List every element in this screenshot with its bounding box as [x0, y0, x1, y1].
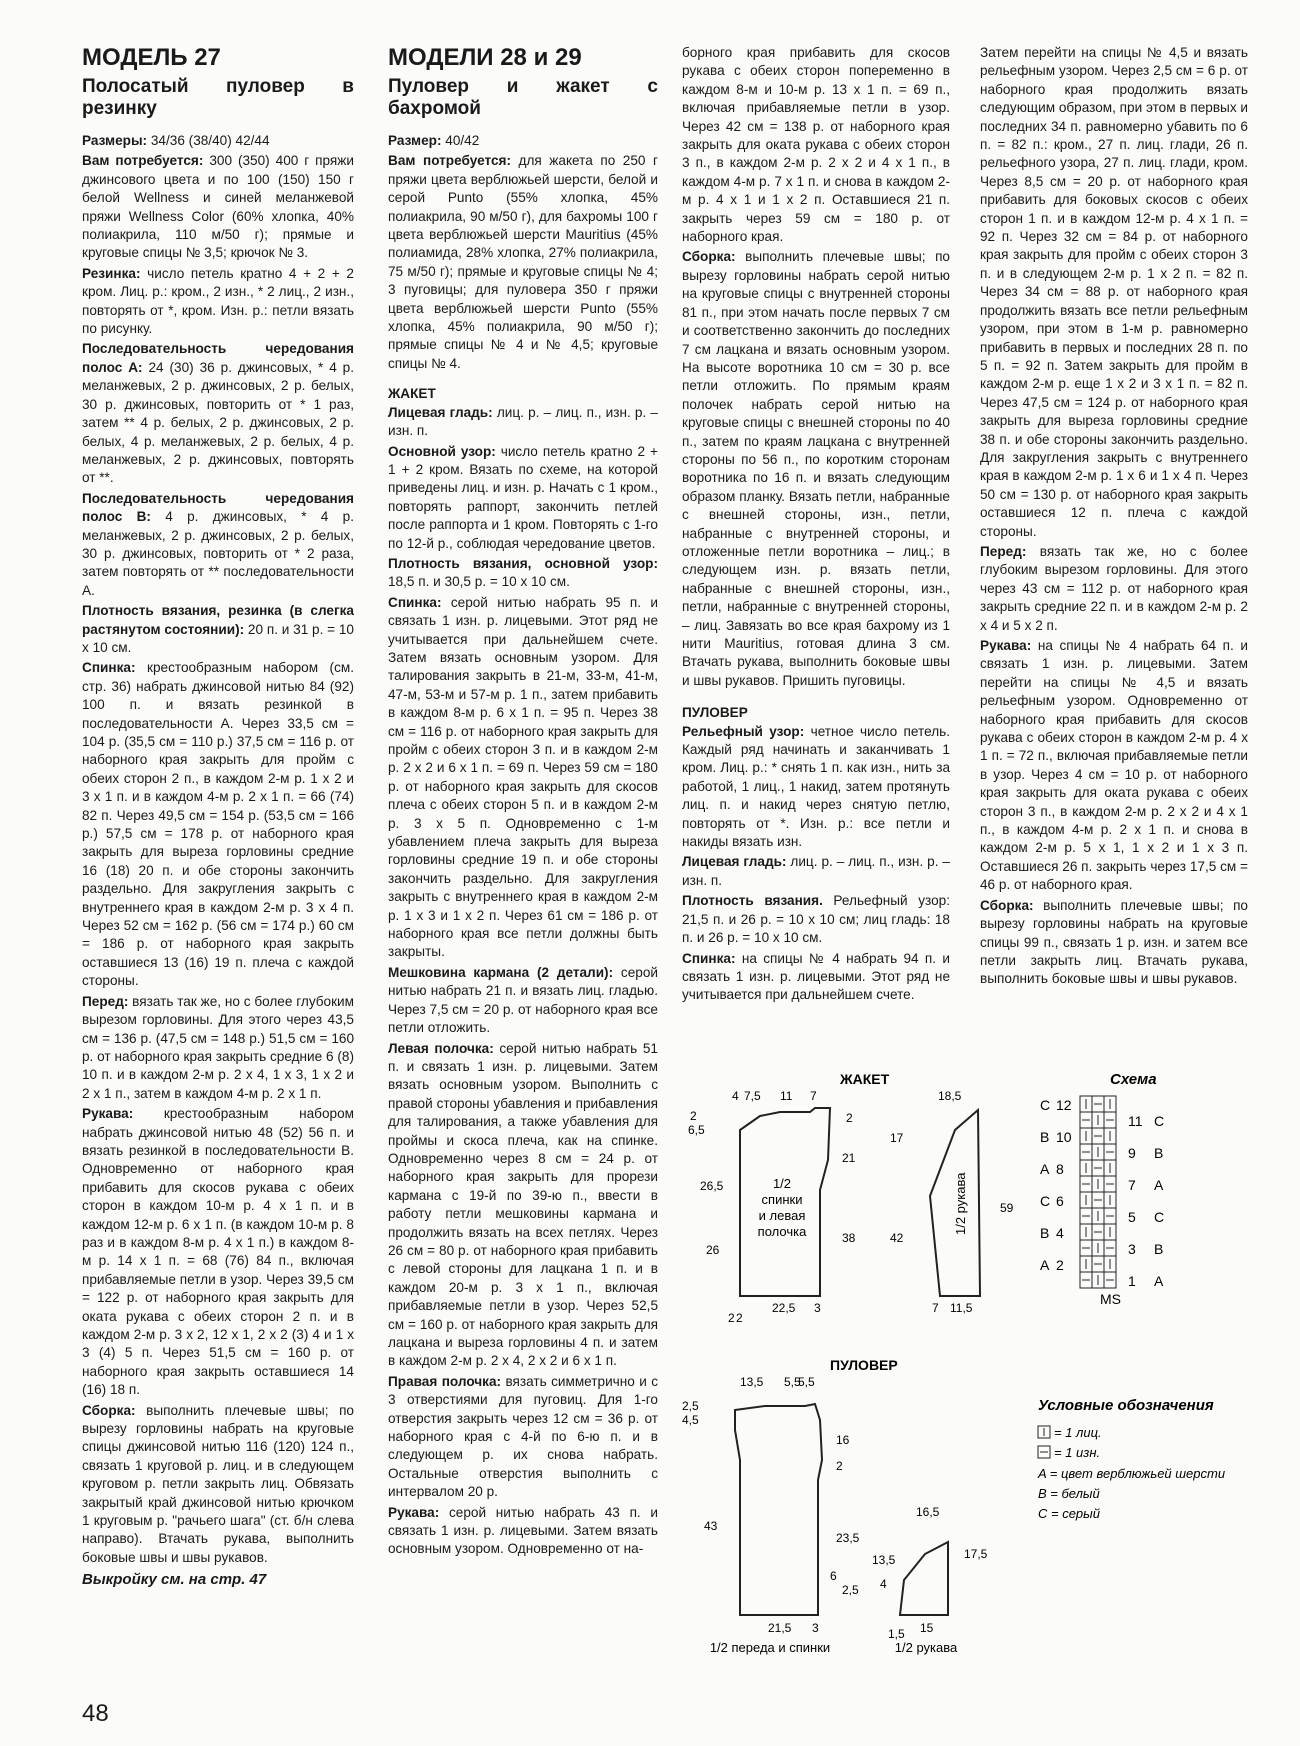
svg-text:22,5: 22,5 [772, 1301, 796, 1315]
pullover-paragraphs-b [980, 44, 1248, 989]
scheme-row-right: 7 [1128, 1177, 1136, 1193]
scheme-row-left: 8 [1056, 1161, 1064, 1177]
scheme-color-right: A [1154, 1273, 1164, 1289]
paragraph-label: Плотность вязания, резинка (в слегка растянутом состоянии): [82, 603, 354, 637]
svg-text:4: 4 [732, 1089, 739, 1103]
paragraph [682, 853, 950, 890]
scheme-color-left: A [1040, 1161, 1050, 1177]
paragraph-label: Резинка: [82, 265, 141, 281]
paragraph-label: Спинка: [682, 950, 736, 966]
scheme-row-right: 5 [1128, 1209, 1136, 1225]
paragraph-text: на спицы № 4 набрать 94 п. и связать 1 изн. р. лицевыми. Этот ряд не учитывается при дальнейшем счете. [682, 950, 950, 1003]
paragraph-label: Сборка: [82, 1402, 136, 1418]
paragraph [82, 1105, 354, 1400]
paragraph-label: Сборка: [682, 249, 736, 265]
scheme-ms: MS [1100, 1291, 1121, 1307]
paragraph-label: Размер: [388, 133, 442, 148]
svg-text:4: 4 [880, 1577, 887, 1591]
svg-text:7,5: 7,5 [744, 1089, 761, 1103]
svg-text:17: 17 [890, 1131, 904, 1145]
svg-text:7: 7 [810, 1089, 817, 1103]
paragraph-label: Перед: [980, 543, 1027, 559]
page-number: 48 [82, 1700, 109, 1727]
svg-text:23,5: 23,5 [836, 1531, 860, 1545]
scheme-row-right: 11 [1128, 1113, 1143, 1129]
paragraph-text: выполнить плечевые швы; по вырезу горловины набрать на круговые спицы джинсовой нитью 116 (120) 124 п., связать 1 круговой р. лиц. и в следующем круговом р. петли закрыть лиц. Обвязать закрытый край джинсовой нитью крючком 1 круговым р. "рачьего шага" (ст. б/н слева направо). Втачать рукава, выполнить боковые швы и швы рукавов. [82, 1402, 354, 1565]
paragraph [82, 340, 354, 487]
paragraph-label: Вам потребуется: [82, 153, 204, 169]
paragraph-label: Левая полочка: [388, 1040, 494, 1056]
svg-text:2: 2 [846, 1111, 853, 1125]
paragraph [82, 152, 354, 262]
svg-text:5,5: 5,5 [798, 1375, 815, 1389]
paragraph-text: четное число петель. Каждый ряд начинать и заканчивать 1 кром. Лиц. р.: * снять 1 п. как изн., нить за работой, 1 лиц., 1 накид, затем протянуть лиц. п. и накид через снятую петлю, повторять от *. Изн. р.: все петли и накиды вязать изн. [682, 723, 950, 850]
model2829-heading: МОДЕЛИ 28 и 29 [388, 44, 582, 71]
pullover-label: ПУЛОВЕР [830, 1357, 898, 1373]
paragraph-label: Мешковина кармана (2 детали): [388, 964, 614, 980]
pullover-sleeve-caption: 1/2 рукава [894, 1640, 958, 1655]
paragraph [388, 594, 658, 962]
svg-text:18,5: 18,5 [938, 1089, 962, 1103]
svg-text:26: 26 [706, 1243, 720, 1257]
svg-text:16,5: 16,5 [916, 1505, 940, 1519]
pullover-body-dims [682, 1375, 860, 1635]
scheme-color-right: B [1154, 1241, 1164, 1257]
paragraph-text: серой нитью набрать 95 п. и связать 1 изн. р. лицевыми. Этот ряд не учитывается при дальнейшем счете. Затем вязать основным узором. Для талирования закрыть в 21-м, 33-м, 41-м, 47-м, 53-м и 57-м р. 1 п., затем прибавить в каждом 8-м р. 6 х 1 п. = 95 п. Через 38 см = 116 р. от наборного края закрыть для пройм с обеих сторон 3 п. и в каждом 2-м р. 2 х 2 и 6 х 1 п. = 69 п. Через 59 см = 180 р. от наборного края закрыть для скосов плеча с обеих сторон 5 п. и в каждом 2-м р. 3 х 5 п. Одновременно с 1-м убавлением плеча закрыть для выреза горловины средние 19 п. и обе стороны закончить раздельно. Для закругления закрыть с внутреннего края в каждом 2-м р. 1 х 3 и 1 х 2 п. Через 61 см = 186 р. от наборного края все петли должны быть закрыты. [388, 594, 658, 960]
scheme-row-left: 2 [1056, 1257, 1064, 1273]
svg-text:2: 2 [736, 1311, 743, 1325]
model2829-column [388, 44, 658, 1561]
svg-text:2: 2 [690, 1109, 697, 1123]
paragraph [388, 964, 658, 1038]
paragraph-text: 300 (350) 400 г пряжи джинсового цвета и по 100 (150) 150 г белой Wellness и синей меланжевой пряжи Wellness Color (60% хлопка, 40% полиакрила, 110 м/50 г); прямые и круговые спицы № 3,5; крючок № 3. [82, 153, 354, 261]
paragraph-text: лиц. р. – лиц. п., изн. р. – изн. п. [682, 854, 950, 888]
jacket-heading: ЖАКЕТ [388, 386, 436, 402]
svg-text:13,5: 13,5 [740, 1375, 764, 1389]
paragraph [682, 892, 950, 947]
paragraph-text: вязать так же, но с более глубоким вырезом горловины. Для этого через 43 см = 112 р. от наборного края закрыть средние 22 п. и в каждом 2-м р. 2 х 4 и 5 х 2 п. [980, 543, 1248, 633]
svg-text:3: 3 [814, 1301, 821, 1315]
paragraph-label: Плотность вязания. [682, 893, 823, 909]
svg-text:5,5: 5,5 [784, 1375, 801, 1389]
paragraph-text: число петель кратно 2 + 1 + 2 кром. Вязать по схеме, на которой приведены лиц. и изн. р. Начать с 1 кром., повторять раппорт, закончить петлей после раппорта и 1 кром. Повторять с 1-го по 12-й р., соблюдая чередование цветов. [388, 443, 658, 551]
patterns-diagram [680, 1060, 1300, 1680]
paragraph [82, 1402, 354, 1568]
scheme-row-left: 4 [1056, 1225, 1064, 1241]
svg-text:= 1 изн.: = 1 изн. [1054, 1445, 1101, 1460]
scheme-row-right: 1 [1128, 1273, 1136, 1289]
pattern-note: Выкройку см. на стр. 47 [82, 1571, 267, 1589]
scheme-row-right: 3 [1128, 1241, 1136, 1257]
legend [1037, 1425, 1225, 1521]
pullover-sleeve-dims [872, 1505, 988, 1641]
svg-text:11: 11 [780, 1089, 793, 1103]
paragraph [388, 1040, 658, 1371]
paragraph-label: Перед: [82, 993, 129, 1009]
paragraph-text: вязать так же, но с более глубоким вырезом горловины. Для этого через 43,5 см = 136 р. (47,5 см = 148 р.) 51,5 см = 160 р. от наборного края закрыть средние 6 (8) 10 п. и в каждом 2-м р. 2 х 4, 1 х 3, 1 х 2 и 2 х 1 п., затем в каждом 4-м р. 2 х 1 п. [82, 993, 354, 1101]
svg-text:15: 15 [920, 1621, 934, 1635]
paragraph-label: Рельефный узор: [682, 723, 805, 739]
svg-text:17,5: 17,5 [964, 1547, 988, 1561]
legend-title: Условные обозначения [1038, 1397, 1214, 1414]
paragraph-label: Спинка: [388, 594, 442, 610]
paragraph [682, 248, 950, 690]
svg-text:и левая: и левая [758, 1208, 806, 1223]
svg-text:1,5: 1,5 [888, 1627, 905, 1641]
paragraph [388, 404, 658, 441]
svg-text:3: 3 [812, 1621, 819, 1635]
paragraph [980, 897, 1248, 989]
paragraph [682, 723, 950, 852]
paragraph-label: Лицевая гладь: [388, 404, 493, 420]
paragraph [388, 132, 658, 150]
scheme-color-right: A [1154, 1177, 1164, 1193]
paragraph-text: 4 р. джинсовых, * 4 р. меланжевых, 2 р. джинсовых, 2 р. белых, 30 р. джинсовых, повторить от * 2 раза, затем повторять от ** последовательности А. [82, 509, 354, 598]
paragraph-label: Спинка: [82, 660, 136, 676]
paragraph [82, 602, 354, 657]
model27-title: Полосатый пуловер в резинку [82, 76, 354, 119]
svg-text:спинки: спинки [761, 1192, 803, 1207]
scheme-row-left: 10 [1056, 1129, 1072, 1145]
column-3 [682, 44, 950, 1007]
paragraph [388, 1373, 658, 1502]
paragraph [980, 44, 1248, 541]
svg-text:2: 2 [728, 1311, 735, 1325]
paragraph-text: 18,5 п. и 30,5 р. = 10 х 10 см. [388, 574, 570, 590]
scheme-row-right: 9 [1128, 1145, 1136, 1161]
svg-text:11,5: 11,5 [950, 1301, 973, 1315]
svg-text:полочка: полочка [757, 1224, 807, 1239]
jacket-label: ЖАКЕТ [840, 1071, 890, 1087]
paragraph [388, 1504, 658, 1559]
paragraph [388, 555, 658, 592]
paragraph-text: число петель кратно 4 + 2 + 2 кром. Лиц. р.: кром., 2 изн., * 2 лиц., 2 изн., повторять от *, кром. Изн. р.: петли вязать по рисунку. [82, 265, 354, 337]
paragraph [388, 443, 658, 553]
scheme-grid [1080, 1096, 1116, 1288]
paragraph-label: Основной узор: [388, 443, 496, 459]
scheme-color-left: B [1040, 1225, 1050, 1241]
paragraph-text: серой нитью набрать 21 п. и вязать лиц. гладью. Через 7,5 см = 20 р. от наборного края все петли отложить. [388, 964, 658, 1036]
svg-text:21,5: 21,5 [768, 1621, 792, 1635]
pullover-heading: ПУЛОВЕР [682, 705, 748, 721]
paragraph-label: Рукава: [82, 1106, 134, 1122]
paragraph-text: Рельефный узор: 21,5 п. и 26 р. = 10 х 10 см; лиц гладь: 18 п. и 26 р. = 10 х 10 см. [682, 893, 950, 946]
paragraph-label: Рукава: [388, 1504, 440, 1520]
paragraph-text: крестообразным набором (см. стр. 36) набрать джинсовой нитью 84 (92) 100 п. и вязать резинкой в последовательности А. Через 33,5 см = 104 р. (35,5 см = 110 р.) 37,5 см = 116 р. от наборного края закрыть для пройм с обеих сторон 2 п., в каждом 2-м р. 1 х 2 и 3 х 1 п. и в каждом 4-м р. 2 х 1 п. = 66 (74) 82 п. Через 49,5 см = 154 р. (53,5 см = 166 р.) 57,5 см = 178 р. от наборного края закрыть для выреза горловины средние 16 (18) 20 п. и обе стороны закончить раздельно. Для закругления закрыть с внутреннего края в каждом 2-м р. 3 х 4 п. Через 52 см = 162 р. (56 см = 174 р.) 60 см = 186 р. от наборного края закрыть оставшиеся 13 (16) 19 п. плеча с каждой стороны. [82, 660, 354, 989]
paragraph-label: Плотность вязания, основной узор: [388, 555, 658, 571]
svg-text:2,5: 2,5 [842, 1583, 859, 1597]
svg-text:43: 43 [704, 1519, 718, 1533]
model27-column [82, 44, 354, 1590]
paragraph [980, 543, 1248, 635]
paragraph [82, 265, 354, 339]
scheme-color-left: A [1040, 1257, 1050, 1273]
model27-paragraphs [82, 132, 354, 1567]
paragraph [388, 152, 658, 373]
paragraph-text: 24 (30) 36 р. джинсовых, * 4 р. меланжевых, 2 р. джинсовых, 2 р. белых, 30 р. джинсовых, повторить от * 1 раз, затем ** 4 р. белых, 2 р. джинсовых, 2 р. белых, 4 р. меланжевых, 2 р. белых, 4 р. меланжевых, 2 р. джинсовых, повторять от **. [82, 359, 355, 486]
jacket-sleeve-dims [890, 1089, 1014, 1315]
scheme-color-right: C [1154, 1113, 1165, 1129]
model27-heading: МОДЕЛЬ 27 [82, 44, 221, 71]
svg-text:C = серый: C = серый [1038, 1506, 1100, 1521]
scheme-color-left: B [1040, 1129, 1050, 1145]
paragraph [82, 993, 354, 1103]
paragraph-label: Лицевая гладь: [682, 854, 787, 870]
paragraph-text: Затем перейти на спицы № 4,5 и вязать рельефным узором. Через 2,5 см = 6 р. от наборного края продолжить вязать следующим образом, при этом в первых и последних 34 п. равномерно убавить по 6 п. = 82 п.: кром., 27 п. лиц. глади, 26 п. рельефного узора, 27 п. лиц. глади, кром. Через 8,5 см = 20 р. от наборного края прибавить для боковых скосов с обеих сторон 1 п. и в каждом 12-м р. 4 х 1 п. = 92 п. Через 32 см = 84 р. от наборного края закрыть для пройм с обеих сторон 3 п. и в следующем 2-м р. 1 х 2 п. = 82 п. Через 34 см = 88 р. от наборного края продолжить вязать все петли рельефным узором, при этом в 1-м р. равномерно прибавить в первых и последних 28 п. по 5 п. = 92 п. Затем закрыть для пройм в каждом 2-м р. еще 1 х 2 и 3 х 1 п. = 82 п. Через 47,5 см = 124 р. от наборного края закрыть для выреза горловины средние 38 п. и обе стороны закончить раздельно. Для закругления закрыть с внутреннего края в каждом 2-м р. 1 х 6 и 1 х 4 п. Через 50 см = 130 р. от наборного края закрыть оставшиеся 12 п. плеча с каждой стороны. [980, 45, 1248, 539]
svg-text:42: 42 [890, 1231, 904, 1245]
svg-text:B = белый: B = белый [1038, 1486, 1100, 1501]
svg-text:4,5: 4,5 [682, 1413, 699, 1427]
paragraph-text: на спицы № 4 набрать 64 п. и связать 1 изн. р. лицевыми. Затем перейти на спицы № 4,5 и вязать рельефным узором. Одновременно от наборного края прибавить для скосов рукава с обеих сторон в каждом 2-м р. 4 х 1 п. = 72 п., включая прибавляемые петли в узор. Через 4 см = 10 р. от наборного края закрыть для оката рукава с обеих сторон 3 п., в каждом 2-м р. 2 х 2 и 4 х 1 п., в каждом 4-м р. 2 х 1 п. и снова в каждом 2-м р. 5 х 1, 1 х 2 и 1 х 3 п. Оставшиеся 26 п. закрыть через 17,5 см = 46 р. от наборного края. [980, 638, 1248, 893]
jacket-paragraphs [388, 404, 658, 1559]
svg-text:59: 59 [1000, 1201, 1014, 1215]
paragraph-label: Вам потребуется: [388, 153, 511, 169]
paragraph-label: Размеры: [82, 133, 148, 148]
svg-text:13,5: 13,5 [872, 1553, 896, 1567]
paragraph-text: выполнить плечевые швы; по вырезу горловины набрать серой нитью на круговые спицы с внутренней стороны 81 п., при этом начать после первых 7 см и соответственно закончить до последних 7 см лацкана и вязать основным узором. На высоте воротника 10 см = 30 р. все петли отложить. По прямым краям полочек набрать серой нитью на круговые спицы с внешней стороны по 40 п., затем по краям лацкана с внутренней стороны по 56 п., по коротким сторонам воротника по 16 п. и вязать следующим образом планку. Вязать петли, набранные с внешней стороны, изн., петли, набранные с внутренней стороны, и отложенные петли воротника – лиц.; в следующем изн. р. вязать петли, набранные с внешней стороны, изн., петли, набранные с внутренней стороны, – лиц. Завязать во все края бахрому из 1 нити Mauritius, готовая длина 3 см. Втачать рукава, выполнить боковые швы и швы рукавов. Пришить пуговицы. [682, 249, 950, 688]
svg-text:6: 6 [830, 1569, 837, 1583]
pullover-paragraphs-a [682, 723, 950, 1005]
scheme-color-left: C [1040, 1193, 1051, 1209]
paragraph-text: вязать симметрично и с 3 отверстиями для пуговиц. Для 1-го отверстия закрыть через 12 см = 36 р. от наборного края с 4-й по 6-ю п. и в следующем р. их снова набрать. Остальные отверстия выполнить с интервалом 20 р. [388, 1373, 658, 1500]
svg-text:7: 7 [932, 1301, 939, 1315]
jacket-assembly [682, 248, 950, 690]
paragraph-text: 20 п. и 31 р. = 10 х 10 см. [82, 621, 354, 655]
scheme-color-left: C [1040, 1097, 1051, 1113]
paragraph [82, 132, 354, 150]
paragraph [82, 659, 354, 990]
paragraph-label: Правая полочка: [388, 1373, 502, 1389]
paragraph-label: Сборка: [980, 897, 1034, 913]
paragraph-text: выполнить плечевые швы; по вырезу горловины набрать на круговые спицы 99 п., связать 1 р. изн. и затем все петли закрыть лиц. Втачать рукава, выполнить боковые швы и швы рукавов. [980, 897, 1248, 987]
paragraph-text: 40/42 [441, 133, 480, 148]
paragraph [980, 637, 1248, 895]
svg-text:21: 21 [842, 1151, 856, 1165]
pullover-sleeve-pattern [900, 1542, 948, 1615]
jacket-sleeve-label: 1/2 рукава [953, 1172, 968, 1235]
paragraph-text: для жакета по 250 г пряжи цвета верблюжьей шерсти, белой и серой Punto (55% хлопка, 45% полиакрила, 90 м/50 г), для бахромы 100 г цвета верблюжьей шерсти Mauritius (45% полиамида, 28% хлопка, 27% полиакрила, 75 м/50 г); прямые и круговые спицы № 4; 3 пуговицы; для пуловера 350 г пряжи цвета верблюжьей шерсти Punto (55% хлопка, 45% полиакрила, 90 м/50 г); прямые спицы № 4 и № 4,5; круговые спицы № 4. [388, 153, 658, 371]
svg-text:16: 16 [836, 1433, 850, 1447]
model2829-intro [388, 132, 658, 373]
paragraph-label: Последовательность чередования полос А: [82, 341, 354, 375]
jacket-body-dims [688, 1089, 856, 1325]
paragraph-text: лиц. р. – лиц. п., изн. р. – изн. п. [388, 404, 658, 439]
paragraph-text: 34/36 (38/40) 42/44 [147, 133, 270, 148]
svg-text:26,5: 26,5 [700, 1179, 724, 1193]
model2829-title: Пуловер и жакет с бахромой [388, 76, 658, 119]
pullover-body-caption: 1/2 переда и спинки [709, 1640, 831, 1655]
svg-text:2,5: 2,5 [682, 1399, 699, 1413]
scheme-label: Схема [1110, 1071, 1157, 1088]
scheme-row-left: 12 [1056, 1097, 1072, 1113]
scheme-color-right: B [1154, 1145, 1164, 1161]
scheme-row-left: 6 [1056, 1193, 1064, 1209]
svg-text:1/2: 1/2 [772, 1176, 792, 1191]
svg-text:= 1 лиц.: = 1 лиц. [1054, 1425, 1102, 1440]
sleeve-continuation: борного края прибавить для скосов рукава с обеих сторон попеременно в каждом 8-м и 10-м р. 13 х 1 п. = 69 п., включая прибавляемые петли в узор. Через 42 см = 138 р. от наборного края закрыть для оката рукава с обеих сторон 3 п., в каждом 2-м р. 2 х 2 и 4 х 1 п., в каждом 4-м р. 7 х 1 п. и снова в каждом 2-м р. 4 х 1 и 1 х 2 п. Оставшиеся 21 п. закрыть через 59 см = 180 р. от наборного края. [682, 45, 950, 245]
svg-text:38: 38 [842, 1231, 856, 1245]
jacket-body-label [758, 1176, 807, 1239]
scheme-color-right: C [1154, 1209, 1165, 1225]
svg-text:A = цвет верблюжьей шерсти: A = цвет верблюжьей шерсти [1038, 1466, 1226, 1481]
column-4 [980, 44, 1248, 991]
paragraph-text: серой нитью набрать 43 п. и связать 1 изн. р. лицевыми. Затем вязать основным узором. Одновременно от на- [388, 1504, 658, 1557]
paragraph-text: крестообразным набором набрать джинсовой нитью 48 (52) 56 п. и вязать резинкой в последовательности В. Одновременно от наборного края прибавить для скосов рукава с обеих сторон в каждом 10-м р. 4 х 1 п. и в каждом 12-м р. 6 х 1 п. (в каждом 10-м р. 8 раз и в каждом 8-м р. 4 х 1 п.) в каждом 8-м р. 14 х 1 п. = 68 (76) 84 п., включая прибавляемые петли в узор. Через 39,5 см = 122 р. от наборного края закрыть для оката рукава с обеих сторон 2 п. и в каждом 2-м р. 3 х 2, 12 х 1, 2 х 2 (3) 4 и 1 х 3 (4) 5 п. Через 51,5 см = 160 р. от наборного края закрыть оставшиеся 14 (16) 18 п. [82, 1106, 354, 1398]
paragraph-label: Последовательность чередования полос В: [82, 490, 354, 525]
svg-text:6,5: 6,5 [688, 1123, 705, 1137]
paragraph [82, 490, 354, 600]
paragraph-label: Рукава: [980, 638, 1032, 653]
pullover-body-pattern [735, 1404, 822, 1615]
svg-text:2: 2 [836, 1459, 843, 1473]
paragraph [682, 950, 950, 1005]
paragraph-text: серой нитью набрать 51 п. и связать 1 изн. р. лицевыми. Затем вязать основным узором. Выполнить с правой стороны убавления и прибавления для талирования, а также убавления для проймы и скоса плеча, как на спинке. Одновременно через 8 см = 24 р. от наборного края закрыть для прорези кармана с 19-й по 39-ю п., ввести в работу петли мешковины кармана и продолжить вязать на всех петлях. Через 26 см = 80 р. от наборного края прибавить с левой стороны для лацкана 1 п. и в каждом 20-м р. 3 х 1 п., включая прибавляемые петли в узор. Через 52,5 см = 160 р. от наборного края закрыть для лацкана и выреза горловины 4 п. и затем в каждом 2-м р. 2 х 4, 2 х 2 и 6 х 1 п. [388, 1040, 658, 1369]
